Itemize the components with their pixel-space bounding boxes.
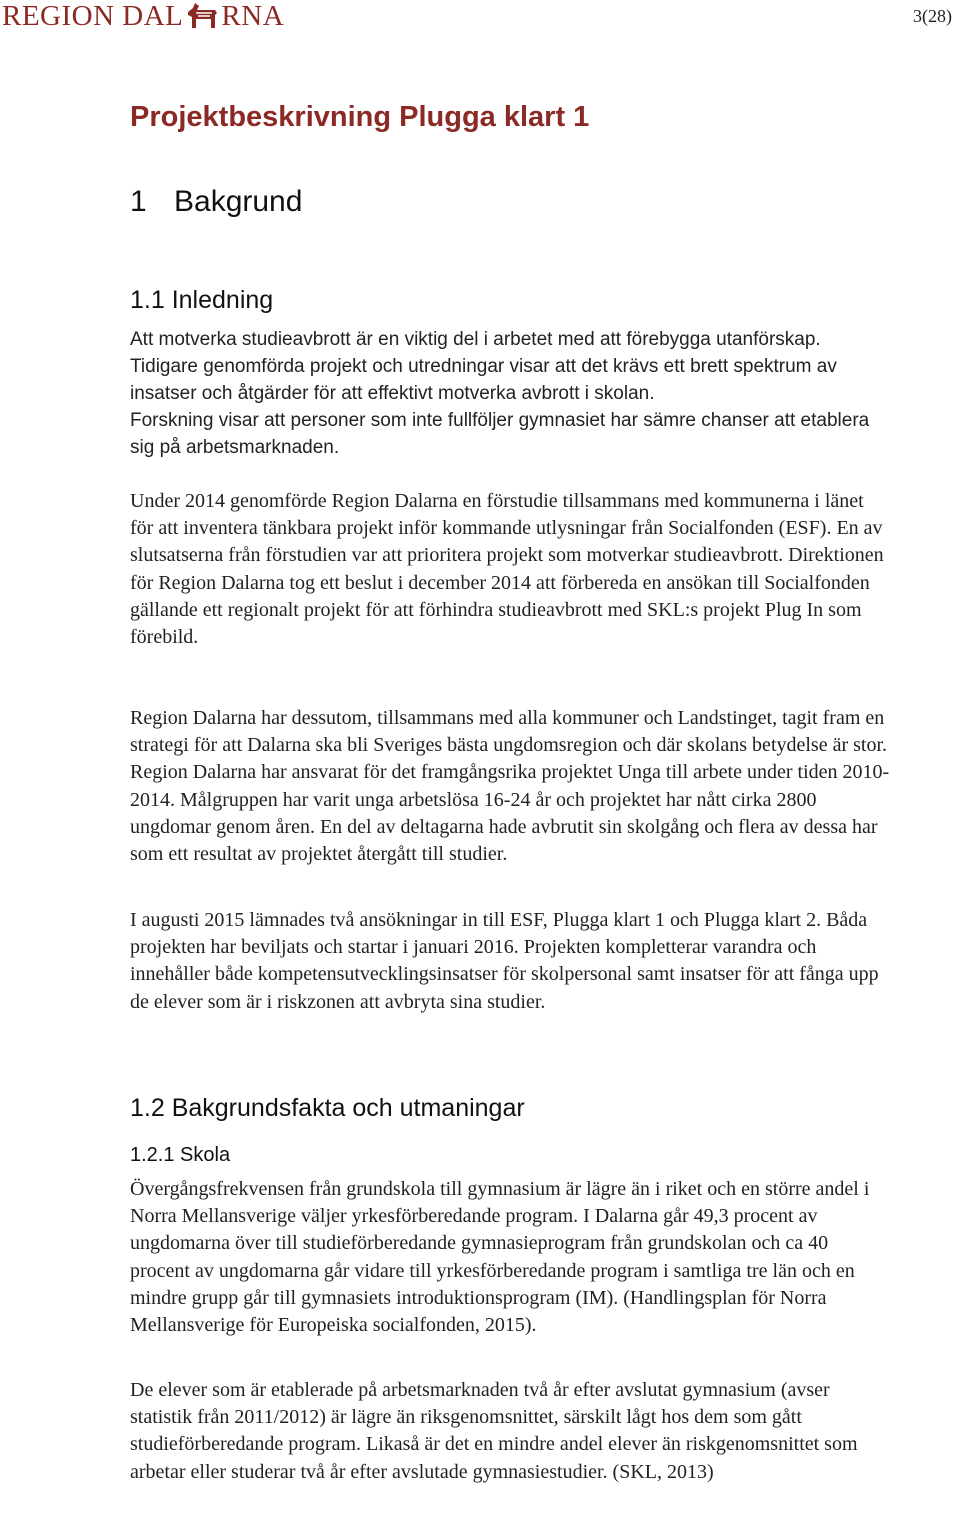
paragraph-forskning: Forskning visar att personer som inte fullföljer gymnasiet har sämre chanser att etablera sig på arbetsmarknaden. xyxy=(130,410,870,459)
subsubsection-heading-skola: 1.2.1 Skola xyxy=(130,1144,231,1166)
dala-horse-icon xyxy=(184,0,220,30)
section-title: Bakgrund xyxy=(174,185,303,218)
paragraph-etablerade-elever: De elever som är etablerade på arbetsmarknaden två år efter avslutat gymnasium (avser statistik från 2011/2012) är lägre än riksgenomsnittet, särskilt lågt hos dem som gått studieförberedande program. Likaså är det en mindre andel elever än riskgenomsnittet som arbetar eller studerar två år efter avslutade gymnasiestudier. (SKL, 2013) xyxy=(130,1379,858,1483)
section-heading-bakgrund xyxy=(130,185,302,219)
page-number: 3(28) xyxy=(913,6,952,26)
subsection-heading-bakgrundsfakta: 1.2 Bakgrundsfakta och utmaningar xyxy=(130,1094,525,1122)
paragraph-forstudie: Under 2014 genomförde Region Dalarna en förstudie tillsammans med kommunerna i länet för att inventera tänkbara projekt inför kommande utlysningar från Socialfonden (ESF). En av slutsatserna från förstudien var att prioritera projekt som motverkar studieavbrott. Direktionen för Region Dalarna tog ett beslut i december 2014 att förbereda en ansökan till Socialfonden gällande ett regionalt projekt för att förhindra studieavbrott med SKL:s projekt Plug In som förebild. xyxy=(130,490,884,649)
subsection-heading-inledning: 1.1 Inledning xyxy=(130,286,274,314)
paragraph-ansokningar: I augusti 2015 lämnades två ansökningar in till ESF, Plugga klart 1 och Plugga klart 2. Båda projekten har beviljats och startar i januari 2016. Projekten kompletterar varandra och innehåller både kompetensutvecklingsinsatser för skolpersonal samt insatser för att fånga upp de elever som är i riskzonen att avbryta sina studier. xyxy=(130,909,879,1013)
paragraph-intro: Att motverka studieavbrott är en viktig del i arbetet med att förebygga utanförskap. Tidigare genomförda projekt och utredningar visar att det krävs ett brett spektrum av insatser och åtgärder för att effektivt motverka avbrott i skolan. xyxy=(130,329,837,405)
section-number: 1 xyxy=(130,185,147,218)
logo-text-left: REGION DAL xyxy=(2,0,184,32)
document-title: Projektbeskrivning Plugga klart 1 xyxy=(130,101,590,133)
paragraph-overgangsfrekvens: Övergångsfrekvensen från grundskola till gymnasium är lägre än i riket och en större andel i Norra Mellansverige väljer yrkesförberedande program. I Dalarna går 49,3 procent av ungdomarna över till studieförberedande gymnasieprogram från grundskolan och ca 40 procent av ungdomarna går vidare till yrkesförberedande program i samtliga tre län och en mindre grupp går till gymnasiets introduktionsprogram (IM). (Handlingsplan för Norra Mellansverige för Europeiska socialfonden, 2015). xyxy=(130,1178,870,1337)
region-dalarna-logo xyxy=(2,0,284,34)
logo-text-right: RNA xyxy=(221,0,285,32)
paragraph-strategi: Region Dalarna har dessutom, tillsammans med alla kommuner och Landstinget, tagit fram en strategi för att Dalarna ska bli Sveriges bästa ungdomsregion och där skolans betydelse är stor. Region Dalarna har ansvarat för det framgångsrika projektet Unga till arbete under tiden 2010-2014. Målgruppen har varit unga arbetslösa 16-24 år och projektet har nått cirka 2800 ungdomar genom åren. En del av deltagarna hade avbrutit sin skolgång och flera av dessa har som ett resultat av projektet återgått till studier. xyxy=(130,707,890,866)
